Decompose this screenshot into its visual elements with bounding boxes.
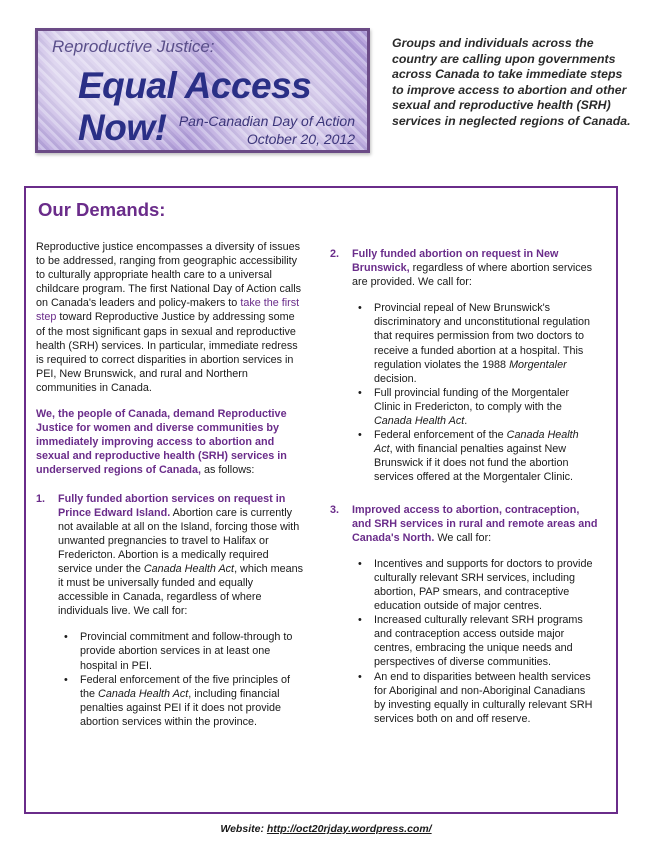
bullet-text: Increased culturally relevant SRH programs and contraception access outside major centres, embracing the unique needs and perspectives of diverse communities. (374, 614, 583, 669)
banner-date: October 20, 2012 (246, 131, 355, 147)
banner-event: Pan-Canadian Day of Action (178, 113, 355, 129)
bullet-italic: Canada Health Act (98, 687, 189, 700)
intro-text: Groups and individuals across the country are calling upon governments across Canada to take immediate steps to improve access to abortion and other sexual and reproductive health (SRH) services in neglected regions of Canada. (392, 36, 631, 128)
demand-body-italic: Canada Health Act (143, 562, 235, 575)
demand-body-tail: , which means it must be universally funded and equally accessible in Canada, regardless of where individuals live. We call for: (58, 562, 304, 618)
bullet-item (352, 613, 598, 669)
demand-body: Abortion care is currently not available at all on the Island, forcing those with unwanted pregnancies to travel to Halifax or Fredericton. Abortion is a medically required service under the (58, 506, 300, 575)
demand-statement (36, 407, 304, 477)
bullet-item (352, 386, 598, 428)
demand-head: Fully funded abortion on request in New Brunswick, (352, 248, 559, 275)
bullet-italic: Canada Health Act (374, 429, 579, 456)
bullet-item (352, 301, 598, 386)
footer-label: Website: (220, 823, 264, 835)
demand-statement-text: We, the people of Canada, demand Reproductive Justice for women and diverse communities by immediately improving access to abortion and sexual and reproductive health (SRH) services in underserved regions of Canada, (36, 408, 287, 477)
demand-body: regardless of where abortion services are provided. We call for: (352, 262, 593, 289)
demand-head: Fully funded abortion services on request in Prince Edward Island. (58, 492, 286, 519)
banner-title: Equal Access Now! (78, 65, 312, 148)
intro-paragraph-a: Reproductive justice encompasses a diversity of issues to be addressed, ranging from geographic accessibility to culturally appropriate health care to a universal childcare program. The first National Day of Action calls on Canada's leaders and policy-makers to (36, 241, 302, 310)
bullet-item (58, 630, 304, 672)
bullet-item (352, 670, 598, 726)
demand-body: We call for: (437, 531, 492, 544)
demand-bullets (58, 630, 304, 729)
bullet-item (58, 673, 304, 729)
demand-statement-tail: as follows: (204, 464, 255, 477)
bullet-italic: Canada Health Act (374, 415, 465, 428)
demands-heading: Our Demands: (38, 199, 166, 220)
bullet-text: An end to disparities between health services for Aboriginal and non-Aboriginal Canadians by investing equally in culturally relevant SRH services both on and off reserve. (374, 670, 593, 725)
bullet-text: Provincial repeal of New Brunswick's discriminatory and unconstitutional regulation that requires permission from two doctors to receive a funded abortion at a hospital. This regulation violates the 1988 (374, 302, 591, 371)
website-link[interactable]: http://oct20rjday.wordpress.com/ (266, 823, 432, 835)
bullet-text: Provincial commitment and follow-through to provide abortion services in at least one hospital in PEI. (80, 631, 293, 672)
demand-number: 3. (330, 503, 340, 516)
demand-item-2 (330, 247, 598, 485)
bullet-item (352, 557, 598, 613)
footer (0, 823, 652, 835)
demand-number: 1. (36, 492, 46, 505)
bullet-text: Full provincial funding of the Morgentaler Clinic in Fredericton, to comply with the (374, 386, 570, 413)
demand-item-1 (36, 492, 304, 730)
demand-bullets (352, 557, 598, 726)
intro-paragraph-c: toward Reproductive Justice by addressing some of the most significant gaps in sexual and reproductive health (SRH) services. In particular, immediate redress is required to correct disparities in abortion services in PEI, New Brunswick, and rural and Northern communities in Canada. (36, 311, 298, 394)
bullet-tail: decision. (374, 372, 417, 385)
bullet-italic: Morgentaler (509, 358, 567, 371)
intro-paragraph-highlight: take the first step (36, 297, 300, 324)
bullet-text: Federal enforcement of the five principles of the (80, 673, 291, 700)
left-column (36, 240, 304, 729)
demand-item-3 (330, 503, 598, 726)
demand-head: Improved access to abortion, contraception, and SRH services in rural and remote areas and Canada's North. (352, 503, 598, 544)
bullet-item (352, 428, 598, 484)
right-column (330, 247, 598, 726)
banner-subtitle: Reproductive Justice: (52, 37, 215, 56)
intro-paragraph (36, 240, 304, 395)
bullet-text: Incentives and supports for doctors to provide culturally relevant SRH services, including abortion, PAP smears, and contraceptive education outside of major centres. (374, 557, 593, 613)
bullet-text: Federal enforcement of the (374, 429, 504, 442)
demand-bullets (352, 301, 598, 484)
demand-number: 2. (330, 248, 340, 260)
bullet-tail: . (464, 415, 468, 428)
bullet-tail: , including financial penalties against PEI if it does not provide abortion services within the province. (80, 687, 282, 728)
banner (35, 28, 370, 153)
bullet-tail: , with financial penalties against New Brunswick if it does not fund the abortion services offered at the Morgentaler Clinic. (374, 443, 574, 484)
